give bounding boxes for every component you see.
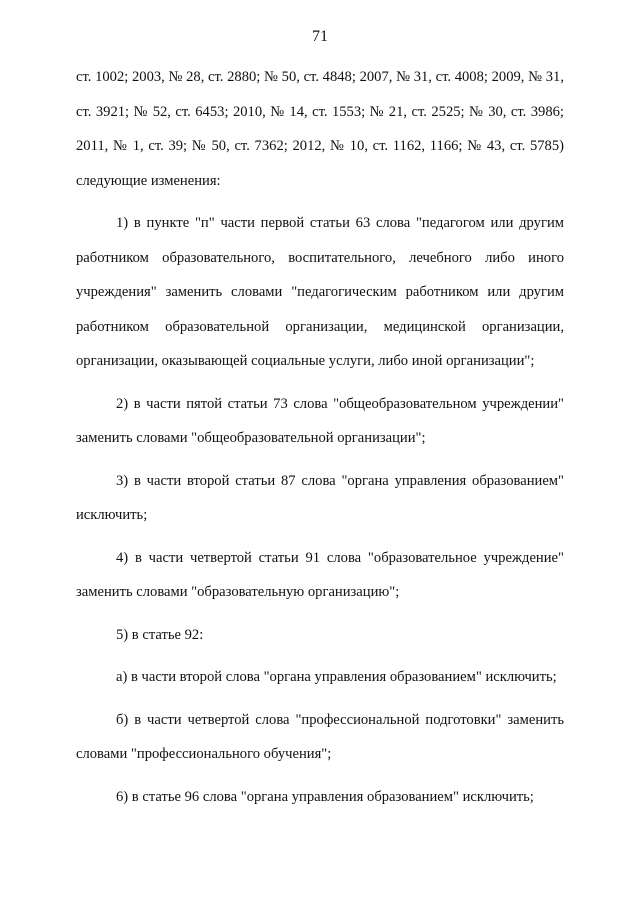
paragraph-item-5a: а) в части второй слова "органа управления образованием" исключить; [116,669,557,685]
paragraph-item-1: 1) в пункте "п" части первой статьи 63 слова "педагогом или другим работником образовательного, воспитательного, лечебного либо иного учреждения" заменить словами "педагогическим работником или другим работником образовательной организации, медицинской организации, организации, оказывающей социальные услуги, либо иной организации"; [76,215,564,369]
paragraph-item-6: 6) в статье 96 слова "органа управления образованием" исключить; [116,788,534,805]
document-body [76,60,564,822]
paragraph-item-5: 5) в статье 92: [116,626,204,643]
page-number: 71 [312,28,328,45]
paragraph-item-3: 3) в части второй статьи 87 слова "органа управления образованием" исключить; [76,472,564,523]
paragraph-item-2: 2) в части пятой статьи 73 слова "общеобразовательном учреждении" заменить словами "общеобразовательной организации"; [76,395,564,446]
paragraph-item-4: 4) в части четвертой статьи 91 слова "образовательное учреждение" заменить словами "образовательную организацию"; [76,549,564,600]
paragraph-item-5b: б) в части четвертой слова "профессиональной подготовки" заменить словами "профессионального обучения"; [76,711,564,762]
paragraph-continuation: ст. 1002; 2003, № 28, ст. 2880; № 50, ст. 4848; 2007, № 31, ст. 4008; 2009, № 31, ст. 3921; № 52, ст. 6453; 2010, № 14, ст. 1553; № 21, ст. 2525; № 30, ст. 3986; 2011, № 1, ст. 39; № 50, ст. 7362; 2012, № 10, ст. 1162, 1166; № 43, ст. 5785) следующие изменения: [76,69,564,189]
